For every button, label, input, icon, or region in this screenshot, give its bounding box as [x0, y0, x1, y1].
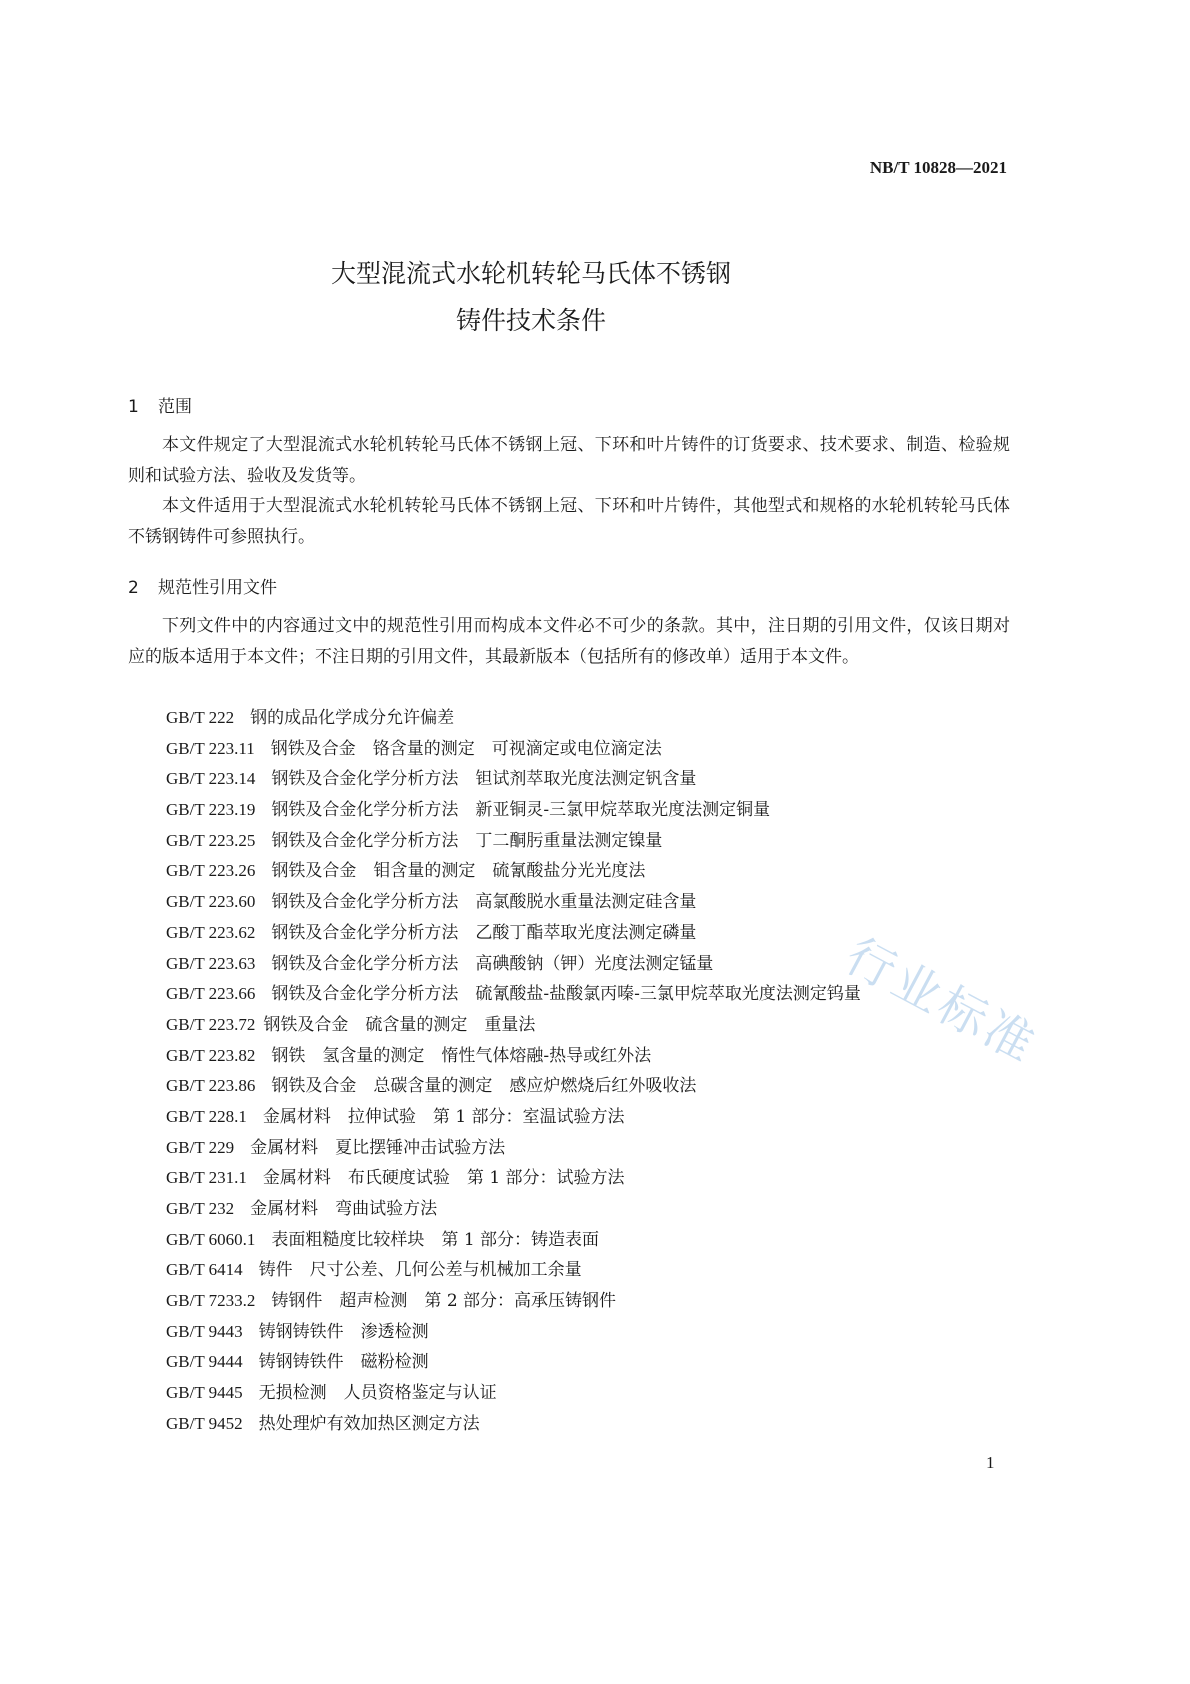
reference-code: GB/T 223.62	[166, 922, 256, 942]
reference-title: 无损检测 人员资格鉴定与认证	[258, 1383, 497, 1404]
reference-code: GB/T 9444	[166, 1352, 243, 1372]
reference-title: 钢的成品化学成分允许偏差	[250, 708, 455, 728]
reference-code: GB/T 228.1	[166, 1106, 247, 1126]
reference-title: 铸钢件 超声检测 第 2 部分：高承压铸钢件	[271, 1291, 617, 1312]
reference-item	[166, 1409, 861, 1440]
section-title: 范围	[158, 397, 192, 417]
reference-title: 钢铁及合金化学分析方法 高碘酸钠（钾）光度法测定锰量	[271, 953, 714, 974]
reference-item	[166, 703, 861, 734]
scope-paragraph-2: 本文件适用于大型混流式水轮机转轮马氏体不锈钢上冠、下环和叶片铸件，其他型式和规格的水轮机转轮马氏体不锈钢铸件可参照执行。	[128, 496, 1010, 547]
reference-title: 热处理炉有效加热区测定方法	[258, 1413, 480, 1434]
reference-item	[166, 764, 861, 795]
reference-item	[166, 1194, 861, 1225]
reference-item	[166, 979, 861, 1010]
reference-title: 表面粗糙度比较样块 第 1 部分：铸造表面	[271, 1229, 600, 1250]
reference-title: 钢铁及合金化学分析方法 高氯酸脱水重量法测定硅含量	[271, 892, 697, 913]
reference-title: 钢铁及合金 硫含量的测定 重量法	[263, 1014, 536, 1035]
section-number: 1	[128, 397, 139, 417]
document-title-line-1: 大型混流式水轮机转轮马氏体不锈钢	[330, 259, 731, 288]
reference-title: 铸钢铸铁件 磁粉检测	[258, 1352, 429, 1373]
reference-code: GB/T 223.26	[166, 861, 256, 881]
reference-title: 金属材料 夏比摆锤冲击试验方法	[250, 1137, 506, 1158]
reference-item	[166, 856, 861, 887]
reference-title: 钢铁及合金化学分析方法 钽试剂萃取光度法测定钒含量	[271, 769, 697, 790]
reference-item	[166, 1225, 861, 1256]
reference-code: GB/T 9452	[166, 1413, 243, 1433]
reference-item	[166, 826, 861, 857]
reference-title: 钢铁及合金 铬含量的测定 可视滴定或电位滴定法	[270, 738, 662, 759]
reference-title: 钢铁及合金化学分析方法 乙酸丁酯萃取光度法测定磷量	[271, 922, 697, 943]
reference-item	[166, 1317, 861, 1348]
reference-code: GB/T 223.14	[166, 769, 256, 789]
section-heading-normative-references	[128, 573, 277, 598]
scope-paragraph-1: 本文件规定了大型混流式水轮机转轮马氏体不锈钢上冠、下环和叶片铸件的订货要求、技术要求、制造、检验规则和试验方法、验收及发货等。	[128, 435, 1010, 486]
reference-code: GB/T 223.11	[166, 738, 255, 758]
reference-title: 钢铁 氢含量的测定 惰性气体熔融-热导或红外法	[271, 1045, 652, 1066]
reference-code: GB/T 229	[166, 1137, 235, 1157]
reference-code: GB/T 223.86	[166, 1076, 256, 1096]
reference-item	[166, 1102, 861, 1133]
reference-item	[166, 1041, 861, 1072]
reference-item	[166, 887, 861, 918]
reference-code: GB/T 6060.1	[166, 1229, 256, 1249]
reference-item	[166, 1286, 861, 1317]
reference-item	[166, 795, 861, 826]
reference-item	[166, 1071, 861, 1102]
reference-item	[166, 918, 861, 949]
reference-title: 铸件 尺寸公差、几何公差与机械加工余量	[258, 1260, 582, 1281]
reference-item	[166, 1378, 861, 1409]
reference-item	[166, 1255, 861, 1286]
reference-title: 铸钢铸铁件 渗透检测	[258, 1321, 429, 1342]
watermark: 行业标准	[836, 927, 1047, 1075]
reference-code: GB/T 9443	[166, 1321, 243, 1341]
reference-title: 钢铁及合金 总碳含量的测定 感应炉燃烧后红外吸收法	[271, 1076, 697, 1097]
reference-item	[166, 1133, 861, 1164]
section-title: 规范性引用文件	[158, 578, 277, 598]
reference-title: 钢铁及合金化学分析方法 新亚铜灵-三氯甲烷萃取光度法测定铜量	[271, 800, 771, 821]
references-intro-paragraph: 下列文件中的内容通过文中的规范性引用而构成本文件必不可少的条款。其中，注日期的引用文件，仅该日期对应的版本适用于本文件；不注日期的引用文件，其最新版本（包括所有的修改单）适用于本文件。	[128, 616, 1010, 667]
reference-code: GB/T 223.63	[166, 953, 256, 973]
reference-title: 金属材料 布氏硬度试验 第 1 部分：试验方法	[262, 1168, 625, 1189]
document-title	[0, 250, 1062, 344]
reference-code: GB/T 231.1	[166, 1168, 247, 1188]
reference-title: 钢铁及合金 钼含量的测定 硫氰酸盐分光光度法	[271, 861, 646, 882]
reference-item	[166, 1010, 861, 1041]
reference-title: 金属材料 拉伸试验 第 1 部分：室温试验方法	[262, 1106, 625, 1127]
section-heading-scope	[128, 392, 192, 417]
reference-code: GB/T 223.25	[166, 830, 256, 850]
section-number: 2	[128, 578, 139, 598]
page-number: 1	[986, 1453, 995, 1472]
reference-code: GB/T 9445	[166, 1383, 243, 1403]
reference-code: GB/T 223.82	[166, 1045, 256, 1065]
reference-item	[166, 1163, 861, 1194]
reference-code: GB/T 223.72	[166, 1014, 256, 1034]
reference-code: GB/T 232	[166, 1199, 235, 1218]
reference-code: GB/T 223.60	[166, 892, 256, 912]
reference-code: GB/T 223.19	[166, 800, 256, 820]
reference-code: GB/T 6414	[166, 1260, 243, 1280]
reference-title: 金属材料 弯曲试验方法	[250, 1199, 438, 1219]
document-code: NB/T 10828—2021	[869, 158, 1007, 177]
reference-code: GB/T 7233.2	[166, 1291, 256, 1311]
reference-title: 钢铁及合金化学分析方法 丁二酮肟重量法测定镍量	[271, 830, 663, 851]
reference-code: GB/T 223.66	[166, 984, 256, 1004]
reference-item	[166, 949, 861, 980]
reference-title: 钢铁及合金化学分析方法 硫氰酸盐-盐酸氯丙嗪-三氯甲烷萃取光度法测定钨量	[271, 984, 861, 1005]
reference-list	[166, 703, 861, 1440]
reference-code: GB/T 222	[166, 708, 235, 727]
reference-item	[166, 734, 861, 765]
document-title-line-2: 铸件技术条件	[455, 306, 606, 335]
reference-item	[166, 1347, 861, 1378]
